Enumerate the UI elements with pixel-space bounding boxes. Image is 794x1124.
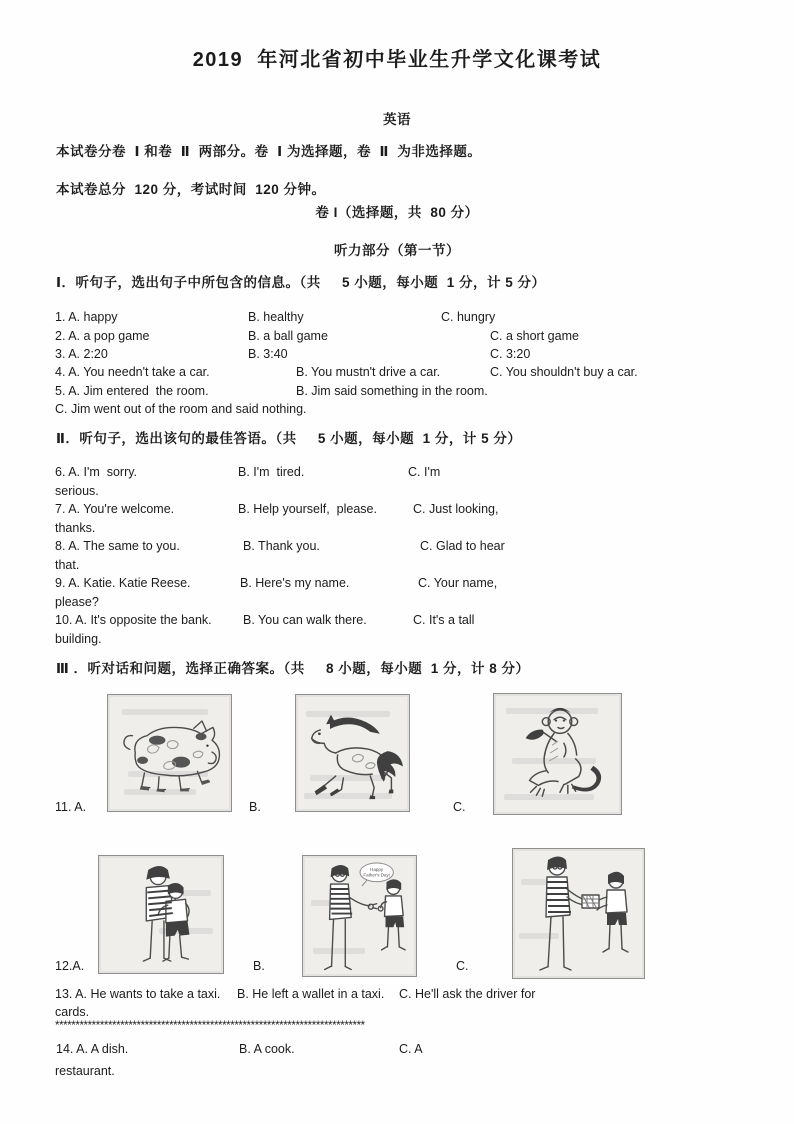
q2-option-b: B. a ball game <box>248 329 328 343</box>
q12-label-a: 12.A. <box>55 959 85 973</box>
section3-header: Ⅲ ．听对话和问题，选择正确答案。（共 8 小题，每小题 1 分，计 8 分） <box>56 661 530 676</box>
section1-header: Ⅰ．听句子，选出句子中所包含的信息。（共 5 小题，每小题 1 分，计 5 分） <box>56 275 546 290</box>
q5-option-b: B. Jim said something in the room. <box>296 384 488 398</box>
q14-option-c: C. A <box>399 1042 423 1056</box>
boy-giving-gift-icon <box>520 855 638 973</box>
q4-option-a: 4. A. You needn't take a car. <box>55 365 210 379</box>
q10-option-c: C. It's a tall <box>413 613 475 627</box>
speech-bubble-line2: Father's Day! <box>362 872 390 878</box>
q12-label-b: B. <box>253 959 265 973</box>
q3-option-c: C. 3:20 <box>490 347 531 361</box>
q11-picture-a <box>107 694 232 812</box>
q11-picture-c <box>493 693 622 815</box>
q6-option-c: C. I'm <box>408 465 441 479</box>
q11-label-b: B. <box>249 800 261 814</box>
asterisk-divider: **************************************************************************** <box>55 1020 365 1032</box>
q8-option-c-wrap: that. <box>55 558 80 572</box>
intro-line-1: 本试卷分卷 Ⅰ 和卷 Ⅱ 两部分。卷 Ⅰ 为选择题，卷 Ⅱ 为非选择题。 <box>56 144 482 159</box>
q11-picture-b <box>295 694 410 812</box>
q10-option-c-wrap: building. <box>55 632 102 646</box>
q2-option-a: 2. A. a pop game <box>55 329 150 343</box>
q9-option-a: 9. A. Katie. Katie Reese. <box>55 576 191 590</box>
q13-option-c-wrap: cards. <box>55 1005 90 1019</box>
q11-label-a: 11. A. <box>55 800 87 814</box>
q3-option-b: B. 3:40 <box>248 347 288 361</box>
q5-option-a: 5. A. Jim entered the room. <box>55 384 209 398</box>
q4-option-b: B. You mustn't drive a car. <box>296 365 441 379</box>
pig-icon <box>117 707 223 799</box>
subject-heading: 英语 <box>383 112 411 127</box>
q13-option-b: B. He left a wallet in a taxi. <box>237 987 385 1001</box>
q6-option-a: 6. A. I'm sorry. <box>55 465 138 479</box>
father-and-son-talking-icon <box>308 860 412 972</box>
q14-option-c-wrap: restaurant. <box>55 1064 115 1078</box>
q6-option-c-wrap: serious. <box>55 484 99 498</box>
q12-picture-b <box>302 855 417 977</box>
section2-header: Ⅱ．听句子，选出该句的最佳答语。（共 5 小题，每小题 1 分，计 5 分） <box>56 431 522 446</box>
q14-option-a: 14. A. A dish. <box>56 1042 129 1056</box>
q5-option-c: C. Jim went out of the room and said nothing. <box>55 402 307 416</box>
father-hugging-son-icon <box>107 864 215 966</box>
q7-option-c: C. Just looking, <box>413 502 499 516</box>
q3-option-a: 3. A. 2:20 <box>55 347 108 361</box>
q8-option-c: C. Glad to hear <box>420 539 505 553</box>
q6-option-b: B. I'm tired. <box>238 465 305 479</box>
q1-option-b: B. healthy <box>248 310 304 324</box>
q9-option-b: B. Here's my name. <box>240 576 350 590</box>
q7-option-c-wrap: thanks. <box>55 521 96 535</box>
horse-icon <box>303 705 403 801</box>
q8-option-a: 8. A. The same to you. <box>55 539 180 553</box>
q11-label-c: C. <box>453 800 466 814</box>
q7-option-b: B. Help yourself, please. <box>238 502 377 516</box>
q2-option-c: C. a short game <box>490 329 579 343</box>
page-title: 2019 年河北省初中毕业生升学文化课考试 <box>192 49 602 71</box>
listening-header: 听力部分（第一节） <box>334 243 460 258</box>
q12-label-c: C. <box>456 959 469 973</box>
q13-option-a: 13. A. He wants to take a taxi. <box>55 987 221 1001</box>
paper1-header: 卷 I（选择题，共 80 分） <box>315 205 479 220</box>
q7-option-a: 7. A. You're welcome. <box>55 502 175 516</box>
q8-option-b: B. Thank you. <box>243 539 320 553</box>
q10-option-a: 10. A. It's opposite the bank. <box>55 613 212 627</box>
q9-option-c-wrap: please? <box>55 595 99 609</box>
intro-line-2: 本试卷总分 120 分，考试时间 120 分钟。 <box>56 182 326 197</box>
q12-picture-a <box>98 855 224 974</box>
monkey-icon <box>503 702 613 806</box>
q1-option-c: C. hungry <box>441 310 496 324</box>
q14-option-b: B. A cook. <box>239 1042 295 1056</box>
q13-option-c: C. He'll ask the driver for <box>399 987 536 1001</box>
speech-bubble-line1: Happy <box>369 866 383 872</box>
q4-option-c: C. You shouldn't buy a car. <box>490 365 638 379</box>
q1-option-a: 1. A. happy <box>55 310 118 324</box>
q12-picture-c <box>512 848 645 979</box>
q9-option-c: C. Your name, <box>418 576 498 590</box>
q10-option-b: B. You can walk there. <box>243 613 367 627</box>
